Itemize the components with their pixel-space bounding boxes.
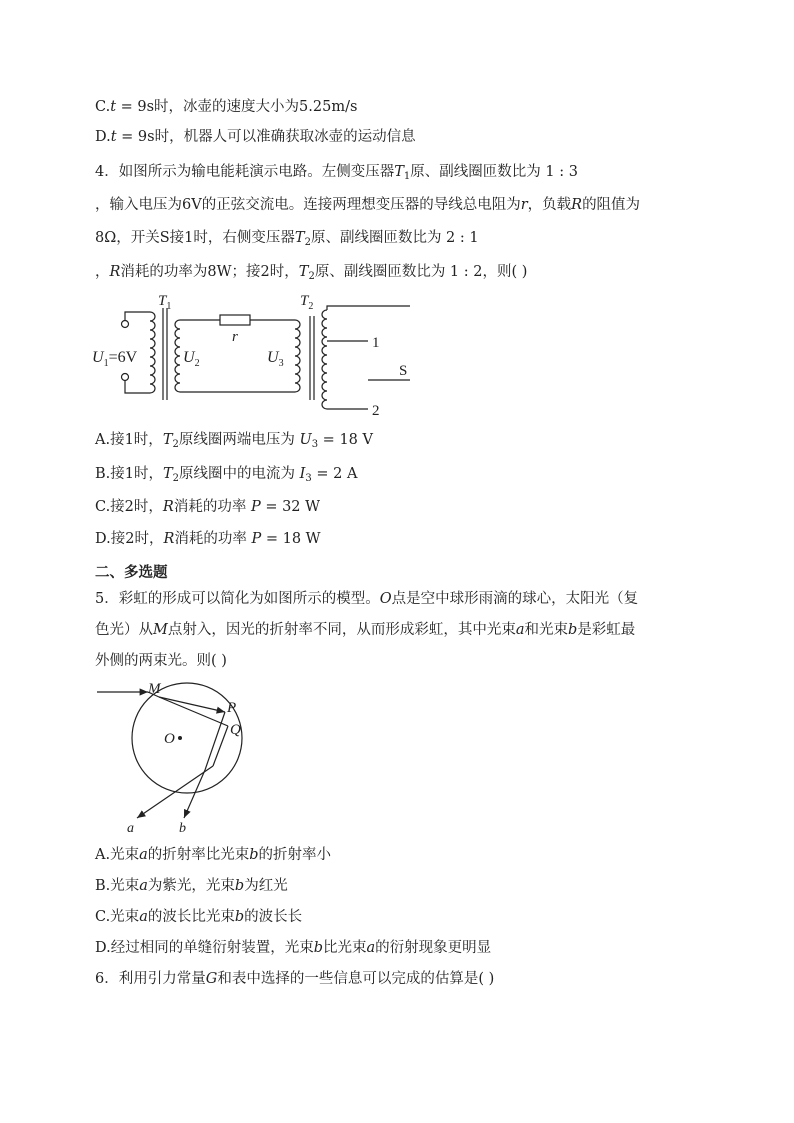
label-b: b <box>179 821 186 836</box>
q5-option-d: D.经过相同的单缝衍射装置，光束b比光束a的衍射现象更明显 <box>95 940 492 956</box>
q4-stem-line4: ，R消耗的功率为8W；接2时，$T_2$原、副线圈匝数比为 1 : 2，则( ) <box>95 264 528 282</box>
label-u2: $U_2$ <box>183 349 200 369</box>
q4-stem-line1: 4．如图所示为输电能耗演示电路。左侧变压器$T_1$原、副线圈匝数比为 1 : 3 <box>95 164 578 182</box>
t2-primary-coil <box>295 320 300 392</box>
label-u3: $U_3$ <box>267 349 284 369</box>
q5-stem-line2: 色光）从M点射入，因光的折射率不同，从而形成彩虹，其中光束a和光束b是彩虹最 <box>95 622 636 638</box>
label-tap-1: 1 <box>372 335 380 351</box>
input-terminal-top <box>122 321 129 328</box>
q4-option-b: B.接1时，$T_2$原线圈中的电流为 $I_3 = 2$ A <box>95 466 358 484</box>
raindrop-circle <box>132 683 242 793</box>
t1-secondary-coil <box>175 320 180 392</box>
q5-option-c: C.光束a的波长比光束b的波长长 <box>95 909 303 925</box>
label-t1: $T_1$ <box>158 293 172 312</box>
label-q: Q <box>230 722 241 738</box>
t2-secondary-coil <box>322 310 327 409</box>
q5-option-b: B.光束a为紫光，光束b为红光 <box>95 878 288 894</box>
inner-ray-to-q <box>159 697 228 726</box>
label-m: M <box>148 681 161 697</box>
q3-option-c: C.t = 9s时，冰壶的速度大小为5.25m/s <box>95 99 358 115</box>
ray-a <box>137 766 213 818</box>
label-p: P <box>227 700 237 716</box>
label-tap-2: 2 <box>372 403 380 419</box>
ray-b <box>184 770 205 818</box>
q5-stem-line1: 5．彩虹的形成可以简化为如图所示的模型。O点是空中球形雨滴的球心，太阳光（复 <box>95 591 639 607</box>
q3-option-d: D.t = 9s时，机器人可以准确获取冰壶的运动信息 <box>95 129 416 145</box>
q4-transformer-circuit-diagram <box>90 292 410 422</box>
label-t2: $T_2$ <box>300 293 314 312</box>
q5-option-a: A.光束a的折射率比光束b的折射率小 <box>95 847 332 863</box>
label-o: O <box>164 731 175 747</box>
resistor-r <box>220 315 250 325</box>
label-switch-s: S <box>399 363 408 379</box>
inner-ray-to-p <box>159 697 225 712</box>
q4-stem-line3: 8Ω，开关S接1时，右侧变压器$T_2$原、副线圈匝数比为 2 : 1 <box>95 230 479 248</box>
q4-option-c: C.接2时，R消耗的功率 P = 32 W <box>95 499 321 515</box>
label-a: a <box>127 821 134 836</box>
q6-stem: 6．利用引力常量G和表中选择的一些信息可以完成的估算是( ) <box>95 971 495 987</box>
q4-stem-line2: ，输入电压为6V的正弦交流电。连接两理想变压器的导线总电阻为r，负载R的阻值为 <box>95 197 641 213</box>
q4-option-a: A.接1时，$T_2$原线圈两端电压为 $U_3 = 18$ V <box>95 432 373 450</box>
t1-primary-coil <box>150 312 155 393</box>
label-r: r <box>232 329 238 345</box>
q4-option-d: D.接2时，R消耗的功率 P = 18 W <box>95 531 321 547</box>
center-point-o <box>178 736 182 740</box>
section-heading-multiple-choice: 二、多选题 <box>95 565 168 581</box>
input-terminal-bottom <box>122 374 129 381</box>
label-u1: $U_1=6V$ <box>92 349 138 369</box>
q5-raindrop-diagram <box>90 680 260 838</box>
q5-stem-line3: 外侧的两束光。则( ) <box>95 653 227 669</box>
